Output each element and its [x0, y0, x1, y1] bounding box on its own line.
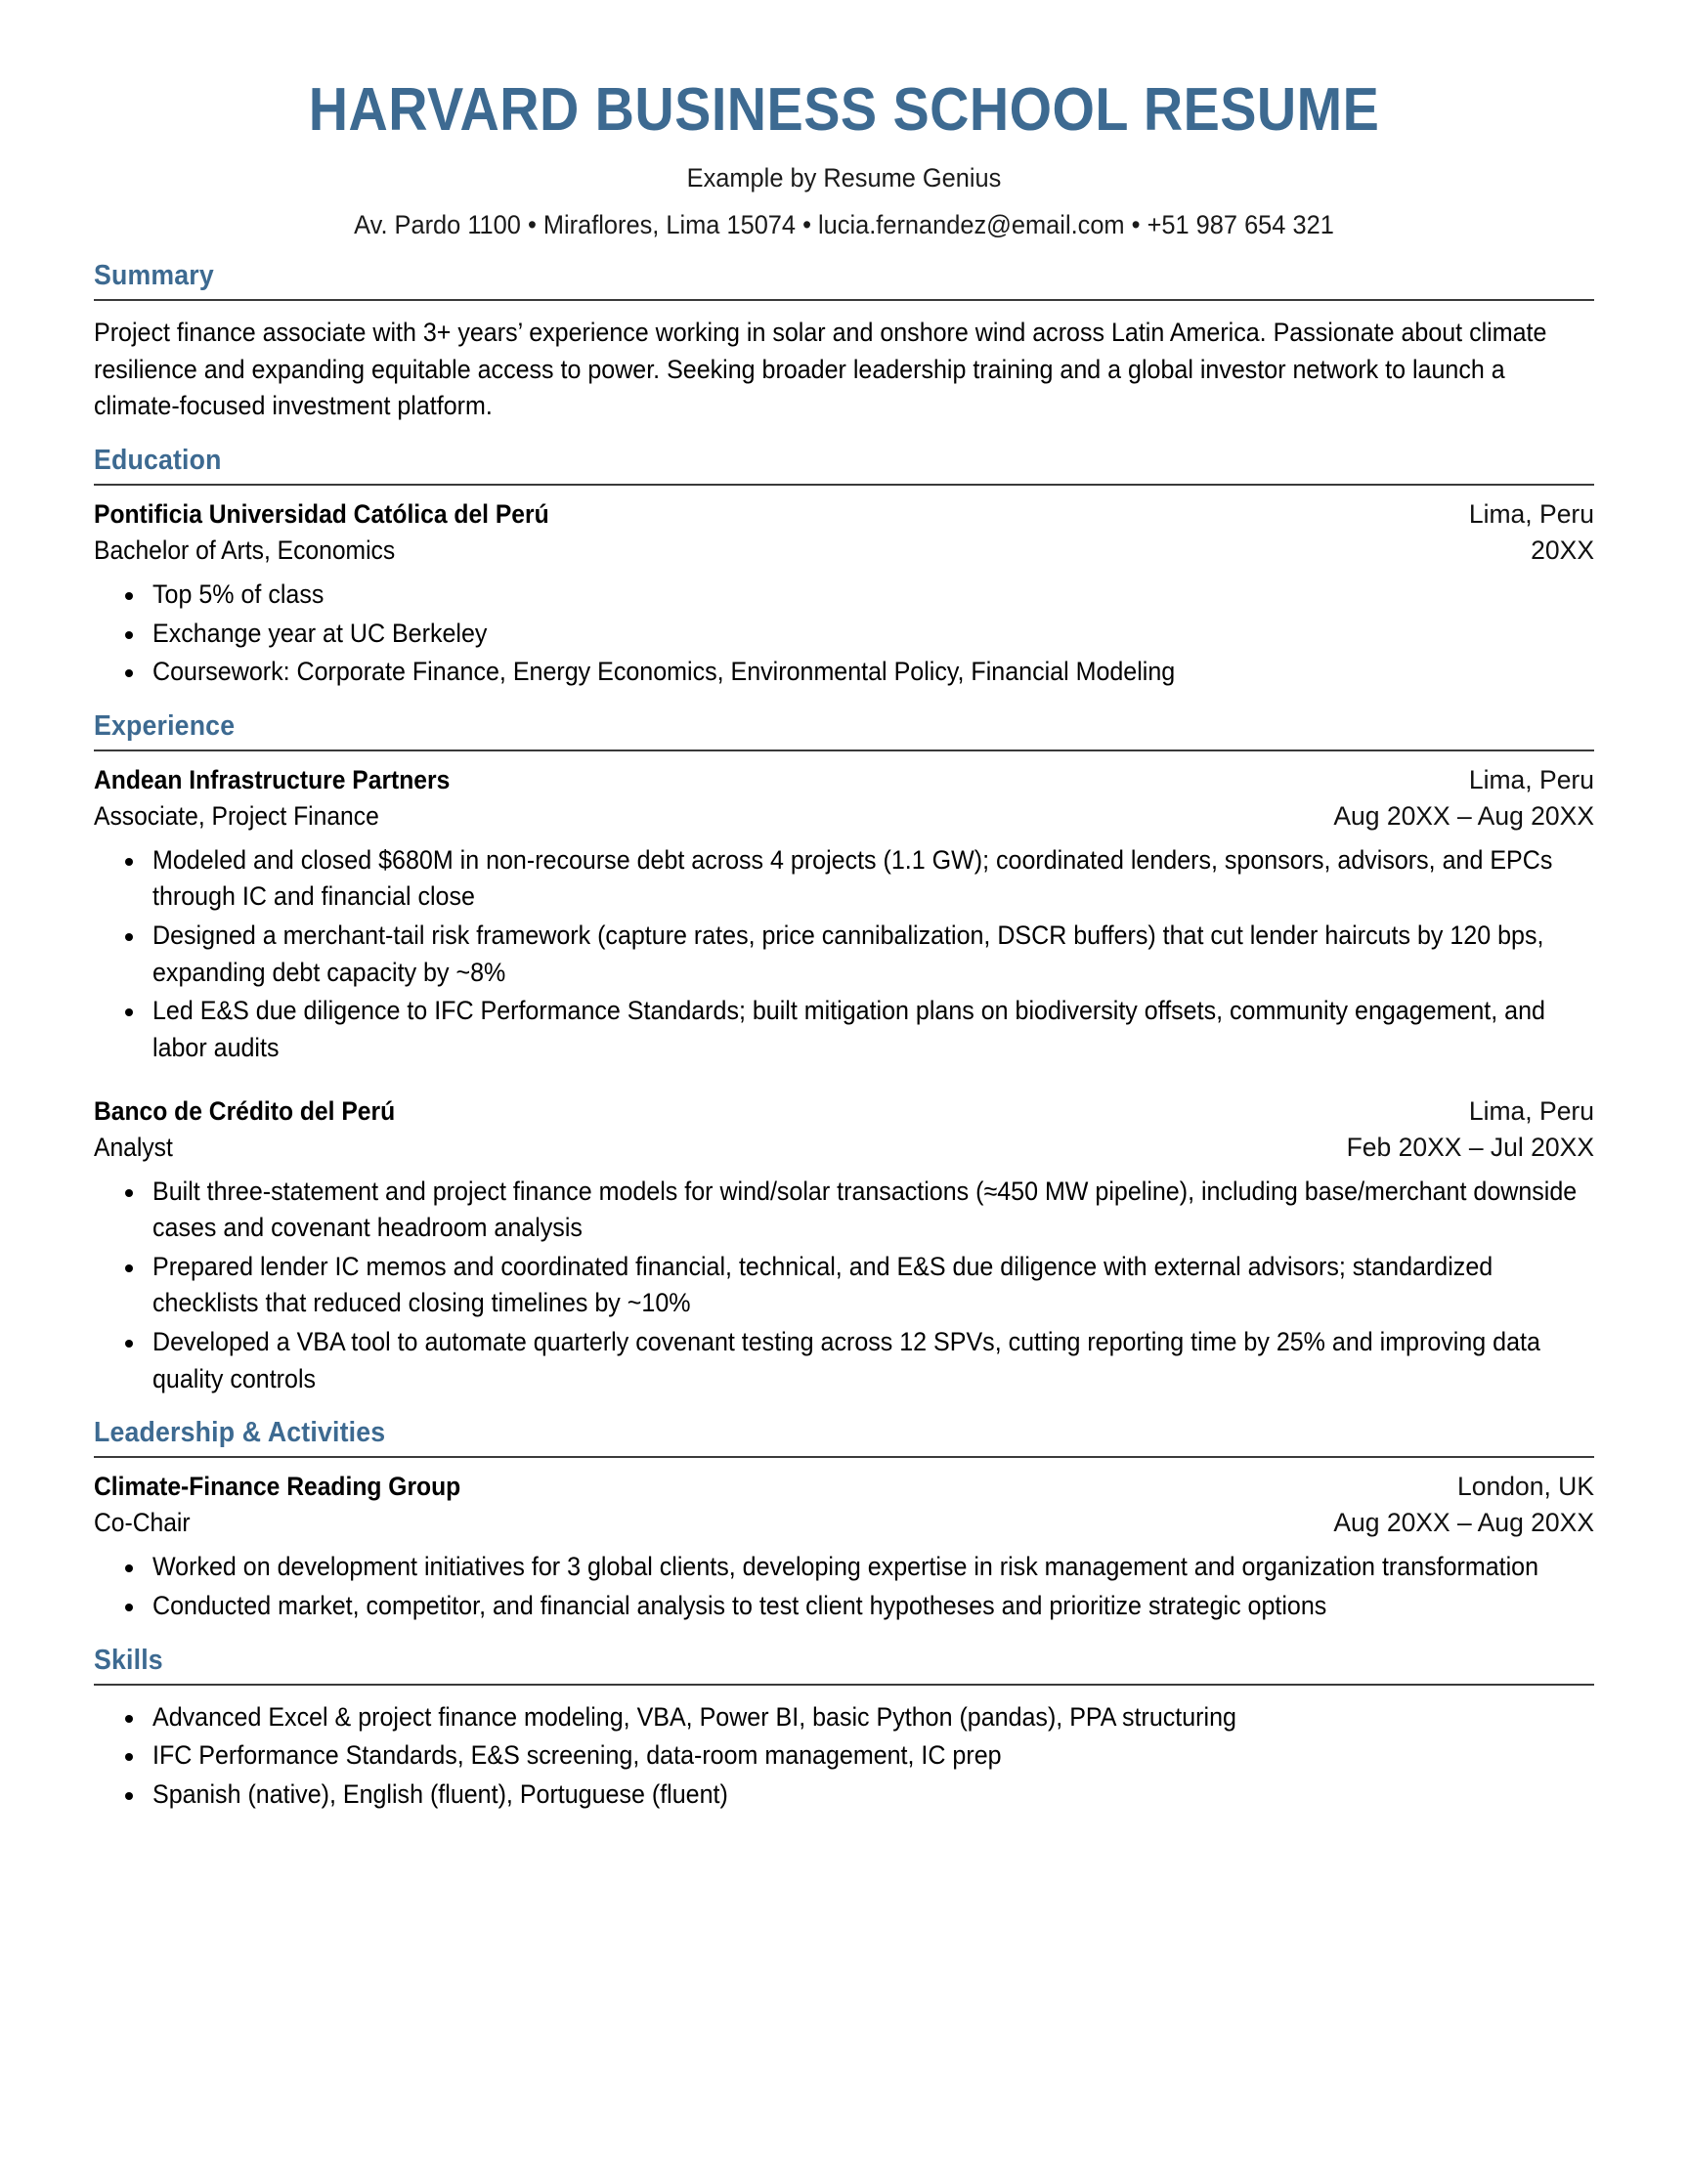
experience-entry	[94, 1096, 1594, 1398]
bullet-text: Worked on development initiatives for 3 global clients, developing expertise in risk management and organization transformation	[152, 1552, 1539, 1582]
entry-location: London, UK	[1457, 1472, 1594, 1502]
resume-header	[94, 78, 1594, 240]
bullet-text: Designed a merchant-tail risk framework (capture rates, price cannibalization, DSCR buffers) that cut lender haircuts by 120 bps, expanding debt capacity by ~8%	[152, 921, 1544, 987]
list-item	[152, 1324, 1594, 1397]
list-item	[152, 654, 1594, 691]
list-item	[152, 1737, 1594, 1775]
section-skills	[94, 1645, 1594, 1814]
list-item	[152, 616, 1594, 653]
entry-location: Lima, Peru	[1468, 1095, 1594, 1126]
entry-organization: Banco de Crédito del Perú	[94, 1095, 396, 1126]
section-divider	[94, 749, 1594, 751]
section-title-skills: Skills	[94, 1644, 163, 1676]
bullet-text: Spanish (native), English (fluent), Portuguese (fluent)	[152, 1778, 728, 1809]
bullet-text: Advanced Excel & project finance modeling, VBA, Power BI, basic Python (pandas), PPA structuring	[152, 1701, 1236, 1732]
section-title-summary: Summary	[94, 260, 214, 292]
section-divider	[94, 484, 1594, 486]
list-item	[152, 1549, 1594, 1586]
list-item	[152, 918, 1594, 991]
entry-location: Lima, Peru	[1468, 764, 1594, 794]
contact-line: Av. Pardo 1100 • Miraflores, Lima 15074 • lucia.fernandez@email.com • +51 987 654 321	[354, 210, 1334, 240]
section-divider	[94, 1456, 1594, 1458]
entry-organization: Pontificia Universidad Católica del Perú	[94, 498, 549, 529]
entry-role: Co-Chair	[94, 1508, 191, 1538]
section-leadership	[94, 1417, 1594, 1624]
entry-bullet-list	[94, 577, 1594, 691]
bullet-text: Exchange year at UC Berkeley	[152, 618, 488, 648]
entry-organization: Andean Infrastructure Partners	[94, 764, 451, 794]
list-item	[152, 993, 1594, 1066]
experience-entry	[94, 765, 1594, 1067]
list-item	[152, 1249, 1594, 1322]
resume-subtitle: Example by Resume Genius	[686, 163, 1002, 193]
section-title-education: Education	[94, 444, 222, 476]
bullet-text: IFC Performance Standards, E&S screening, data-room management, IC prep	[152, 1740, 1002, 1771]
list-item	[152, 1699, 1594, 1736]
entry-bullet-list	[94, 842, 1594, 1067]
list-item	[152, 842, 1594, 916]
entry-organization: Climate-Finance Reading Group	[94, 1472, 461, 1502]
list-item	[152, 1174, 1594, 1247]
entry-role: Analyst	[94, 1132, 173, 1162]
entry-dates: Aug 20XX – Aug 20XX	[1333, 1508, 1594, 1538]
leadership-entry	[94, 1472, 1594, 1624]
bullet-text: Conducted market, competitor, and financial analysis to test client hypotheses and prioritize strategic options	[152, 1590, 1327, 1620]
section-title-leadership: Leadership & Activities	[94, 1417, 386, 1449]
entry-bullet-list	[94, 1549, 1594, 1624]
education-entry	[94, 499, 1594, 691]
bullet-text: Prepared lender IC memos and coordinated financial, technical, and E&S due diligence with external advisors; standardized checklists that reduced closing timelines by ~10%	[152, 1251, 1493, 1318]
bullet-text: Coursework: Corporate Finance, Energy Economics, Environmental Policy, Financial Modeling	[152, 657, 1176, 687]
section-divider	[94, 1684, 1594, 1686]
section-experience	[94, 710, 1594, 1398]
entry-dates: Aug 20XX – Aug 20XX	[1333, 800, 1594, 831]
bullet-text: Modeled and closed $680M in non-recourse debt across 4 projects (1.1 GW); coordinated lenders, sponsors, advisors, and EPCs through IC and financial close	[152, 844, 1553, 912]
entry-bullet-list	[94, 1174, 1594, 1398]
bullet-text: Built three-statement and project finance models for wind/solar transactions (≈450 MW pipeline), including base/merchant downside cases and covenant headroom analysis	[152, 1176, 1578, 1243]
bullet-text: Developed a VBA tool to automate quarterly covenant testing across 12 SPVs, cutting reporting time by 25% and improving data quality controls	[152, 1327, 1540, 1393]
entry-location: Lima, Peru	[1468, 498, 1594, 529]
skills-bullet-list	[94, 1699, 1594, 1814]
section-summary	[94, 260, 1594, 425]
summary-text: Project finance associate with 3+ years’ experience working in solar and onshore wind across Latin America. Passionate about climate resilience and expanding equitable access to power. Seeking broader leadership training and a global investor network to launch a climate-focused investment platform.	[94, 318, 1547, 421]
section-title-experience: Experience	[94, 709, 236, 742]
entry-role: Associate, Project Finance	[94, 800, 379, 831]
page-title: HARVARD BUSINESS SCHOOL RESUME	[308, 76, 1380, 144]
bullet-text: Top 5% of class	[152, 578, 325, 609]
section-education	[94, 445, 1594, 691]
section-divider	[94, 299, 1594, 301]
list-item	[152, 1588, 1594, 1625]
list-item	[152, 1777, 1594, 1814]
bullet-text: Led E&S due diligence to IFC Performance Standards; built mitigation plans on biodiversity offsets, community engagement, and labor audits	[152, 996, 1545, 1062]
entry-dates: Feb 20XX – Jul 20XX	[1346, 1132, 1594, 1162]
entry-dates: 20XX	[1531, 535, 1594, 565]
list-item	[152, 577, 1594, 614]
entry-role: Bachelor of Arts, Economics	[94, 535, 396, 565]
